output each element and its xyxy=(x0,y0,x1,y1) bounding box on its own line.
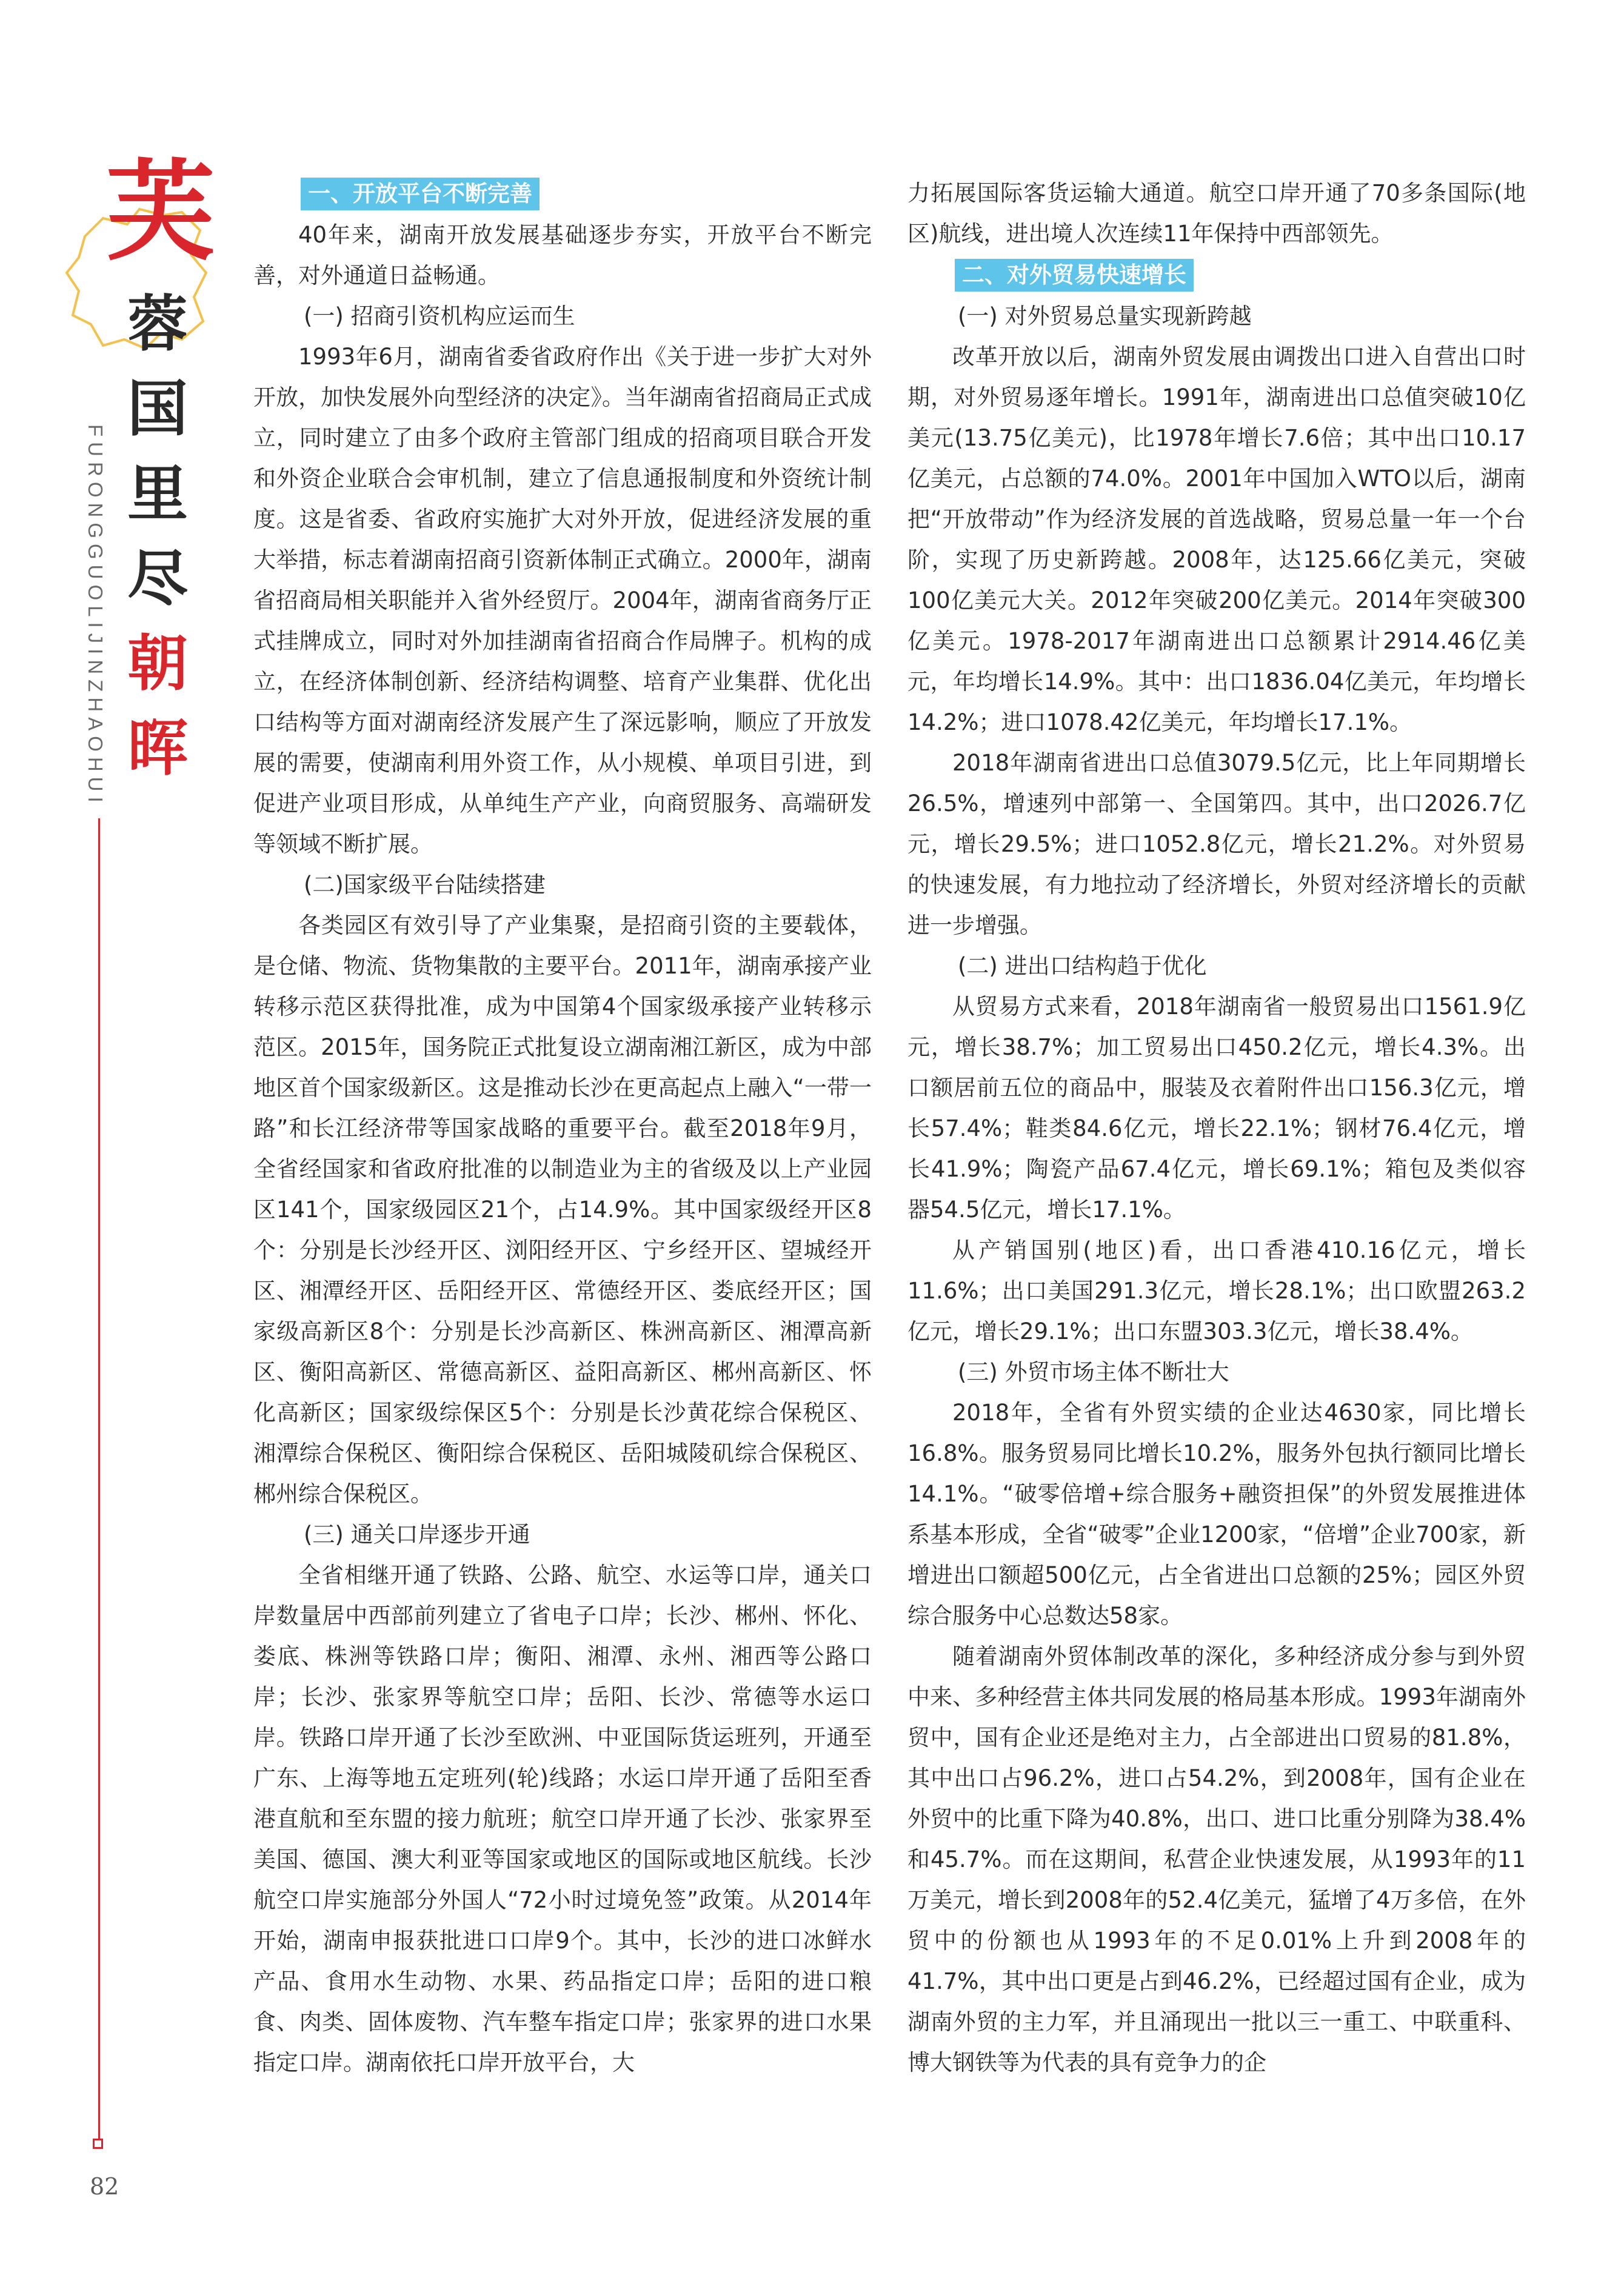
title-char-rong: 蓉 xyxy=(127,289,188,359)
paragraph-trade-volume-2018: 2018年湖南省进出口总值3079.5亿元，比上年同期增长26.5%，增速列中部第一、全国第四。其中，出口2026.7亿元，增长29.5%；进口1052.8亿元，增长21.2%。对外贸易的快速发展，有力地拉动了经济增长，外贸对经济增长的贡献进一步增强。 xyxy=(907,750,1526,938)
paragraph-market-entities-reform: 随着湖南外贸体制改革的深化，多种经济成分参与到外贸中来、多种经营主体共同发展的格局基本形成。1993年湖南外贸中，国有企业还是绝对主力，占全部进出口贸易的81.8%，其中出口占96.2%，进口占54.2%，到2008年，国有企业在外贸中的比重下降为40.8%，出口、进口比重分别降为38.4%和45.7%。而在这期间，私营企业快速发展，从1993年的11万美元，增长到2008年的52.4亿美元，猛增了4万多倍，在外贸中的份额也从1993年的不足0.01%上升到2008年的41.7%，其中出口更是占到46.2%，已经超过国有企业，成为湖南外贸的主力军，并且涌现出一批以三一重工、中联重科、博大钢铁等为代表的具有竞争力的企 xyxy=(907,1643,1526,2076)
paragraph-customs-ports: 全省相继开通了铁路、公路、航空、水运等口岸，通关口岸数量居中西部前列建立了省电子口岸；长沙、郴州、怀化、娄底、株洲等铁路口岸；衡阳、湘潭、永州、湘西等公路口岸；长沙、张家界等航空口岸；岳阳、长沙、常德等水运口岸。铁路口岸开通了长沙至欧洲、中亚国际货运班列，开通至广东、上海等地五定班列(轮)线路；水运口岸开通了岳阳至香港直航和至东盟的接力航班；航空口岸开通了长沙、张家界至美国、德国、澳大利亚等国家或地区的国际或地区航线。长沙航空口岸实施部分外国人“72小时过境免签”政策。从2014年开始，湖南申报获批进口口岸9个。其中，长沙的进口冰鲜水产品、食用水生动物、水果、药品指定口岸；岳阳的进口粮食、肉类、固体废物、汽车整车指定口岸；张家界的进口水果指定口岸。湖南依托口岸开放平台，大 xyxy=(253,1562,872,2076)
paragraph-trade-structure-modes: 从贸易方式来看，2018年湖南省一般贸易出口1561.9亿元，增长38.7%；加工贸易出口450.2亿元，增长4.3%。出口额居前五位的商品中，服装及衣着附件出口156.3亿元，增长57.4%；鞋类84.6亿元，增长22.1%；钢材76.4亿元，增长41.9%；陶瓷产品67.4亿元，增长69.1%；箱包及类似容器54.5亿元，增长17.1%。 xyxy=(907,994,1526,1223)
title-char-guo: 国 xyxy=(127,373,188,444)
title-char-fu: 芙 xyxy=(105,148,215,276)
subheading-national-platform: (二)国家级平台陆续搭建 xyxy=(304,872,546,898)
subheading-investment-agency: (一) 招商引资机构应运而生 xyxy=(304,303,575,329)
right-text-column xyxy=(907,173,1526,2083)
page-number: 82 xyxy=(90,2173,119,2200)
left-text-column xyxy=(253,173,872,2083)
subheading-trade-structure: (二) 进出口结构趋于优化 xyxy=(958,953,1207,979)
title-char-hui: 晖 xyxy=(127,713,188,784)
sidebar-divider-line xyxy=(98,818,100,2140)
title-char-jin: 尽 xyxy=(127,543,188,614)
title-char-zhao: 朝 xyxy=(127,628,188,699)
paragraph-trade-volume-history: 改革开放以后，湖南外贸发展由调拨出口进入自营出口时期，对外贸易逐年增长。1991年，湖南进出口总值突破10亿美元(13.75亿美元)，比1978年增长7.6倍；其中出口10.17亿美元，占总额的74.0%。2001年中国加入WTO以后，湖南把“开放带动”作为经济发展的首选战略，贸易总量一年一个台阶，实现了历史新跨越。2008年，达125.66亿美元，突破100亿美元大关。2012年突破200亿美元。2014年突破300亿美元。1978-2017年湖南进出口总额累计2914.46亿美元，年均增长14.9%。其中：出口1836.04亿美元，年均增长14.2%；进口1078.42亿美元，年均增长17.1%。 xyxy=(907,344,1526,735)
paragraph-investment-agency: 1993年6月，湖南省委省政府作出《关于进一步扩大对外开放，加快发展外向型经济的决定》。当年湖南省招商局正式成立，同时建立了由多个政府主管部门组成的招商项目联合开发和外资企业联合会审机制，建立了信息通报制度和外资统计制度。这是省委、省政府实施扩大对外开放，促进经济发展的重大举措，标志着湖南招商引资新体制正式确立。2000年，湖南省招商局相关职能并入省外经贸厅。2004年，湖南省商务厅正式挂牌成立，同时对外加挂湖南省招商合作局牌子。机构的成立，在经济体制创新、经济结构调整、培育产业集群、优化出口结构等方面对湖南经济发展产生了深远影响，顺应了开放发展的需要，使湖南利用外资工作，从小规模、单项目引进，到促进产业项目形成，从单纯生产产业，向商贸服务、高端研发等领域不断扩展。 xyxy=(253,344,872,857)
pinyin-title: FURONGGUOLIJINZHAOHUI xyxy=(84,424,107,808)
paragraph-continuation: 力拓展国际客货运输大通道。航空口岸开通了70多条国际(地区)航线，进出境人次连续11年保持中西部领先。 xyxy=(907,180,1526,247)
subheading-market-entities: (三) 外贸市场主体不断壮大 xyxy=(958,1359,1229,1385)
subheading-trade-volume: (一) 对外贸易总量实现新跨越 xyxy=(958,303,1252,329)
subheading-customs-ports: (三) 通关口岸逐步开通 xyxy=(304,1521,530,1548)
sidebar-square-marker xyxy=(93,2139,103,2149)
section-heading-foreign-trade: 二、对外贸易快速增长 xyxy=(955,259,1194,292)
title-char-li: 里 xyxy=(127,458,188,529)
section-heading-open-platform: 一、开放平台不断完善 xyxy=(301,178,540,210)
paragraph-national-platform: 各类园区有效引导了产业集聚，是招商引资的主要载体，是仓储、物流、货物集散的主要平台。2011年，湖南承接产业转移示范区获得批准，成为中国第4个国家级承接产业转移示范区。2015年，国务院正式批复设立湖南湘江新区，成为中部地区首个国家级新区。这是推动长沙在更高起点上融入“一带一路”和长江经济带等国家战略的重要平台。截至2018年9月，全省经国家和省政府批准的以制造业为主的省级及以上产业园区141个，国家级园区21个，占14.9%。其中国家级经开区8个：分别是长沙经开区、浏阳经开区、宁乡经开区、望城经开区、湘潭经开区、岳阳经开区、常德经开区、娄底经开区；国家级高新区8个：分别是长沙高新区、株洲高新区、湘潭高新区、衡阳高新区、常德高新区、益阳高新区、郴州高新区、怀化高新区；国家级综保区5个：分别是长沙黄花综合保税区、湘潭综合保税区、衡阳综合保税区、岳阳城陵矶综合保税区、郴州综合保税区。 xyxy=(253,912,872,1507)
section1-intro-paragraph: 40年来，湖南开放发展基础逐步夯实，开放平台不断完善，对外通道日益畅通。 xyxy=(253,222,872,289)
paragraph-trade-structure-regions: 从产销国别(地区)看，出口香港410.16亿元，增长11.6%；出口美国291.3亿元，增长28.1%；出口欧盟263.2亿元，增长29.1%；出口东盟303.3亿元，增长38.4%。 xyxy=(907,1237,1526,1344)
paragraph-market-entities-2018: 2018年，全省有外贸实绩的企业达4630家，同比增长16.8%。服务贸易同比增长10.2%，服务外包执行额同比增长14.1%。“破零倍增+综合服务+融资担保”的外贸发展推进体系基本形成，全省“破零”企业1200家，“倍增”企业700家，新增进出口额超500亿元，占全省进出口总额的25%；园区外贸综合服务中心总数达58家。 xyxy=(907,1400,1526,1629)
